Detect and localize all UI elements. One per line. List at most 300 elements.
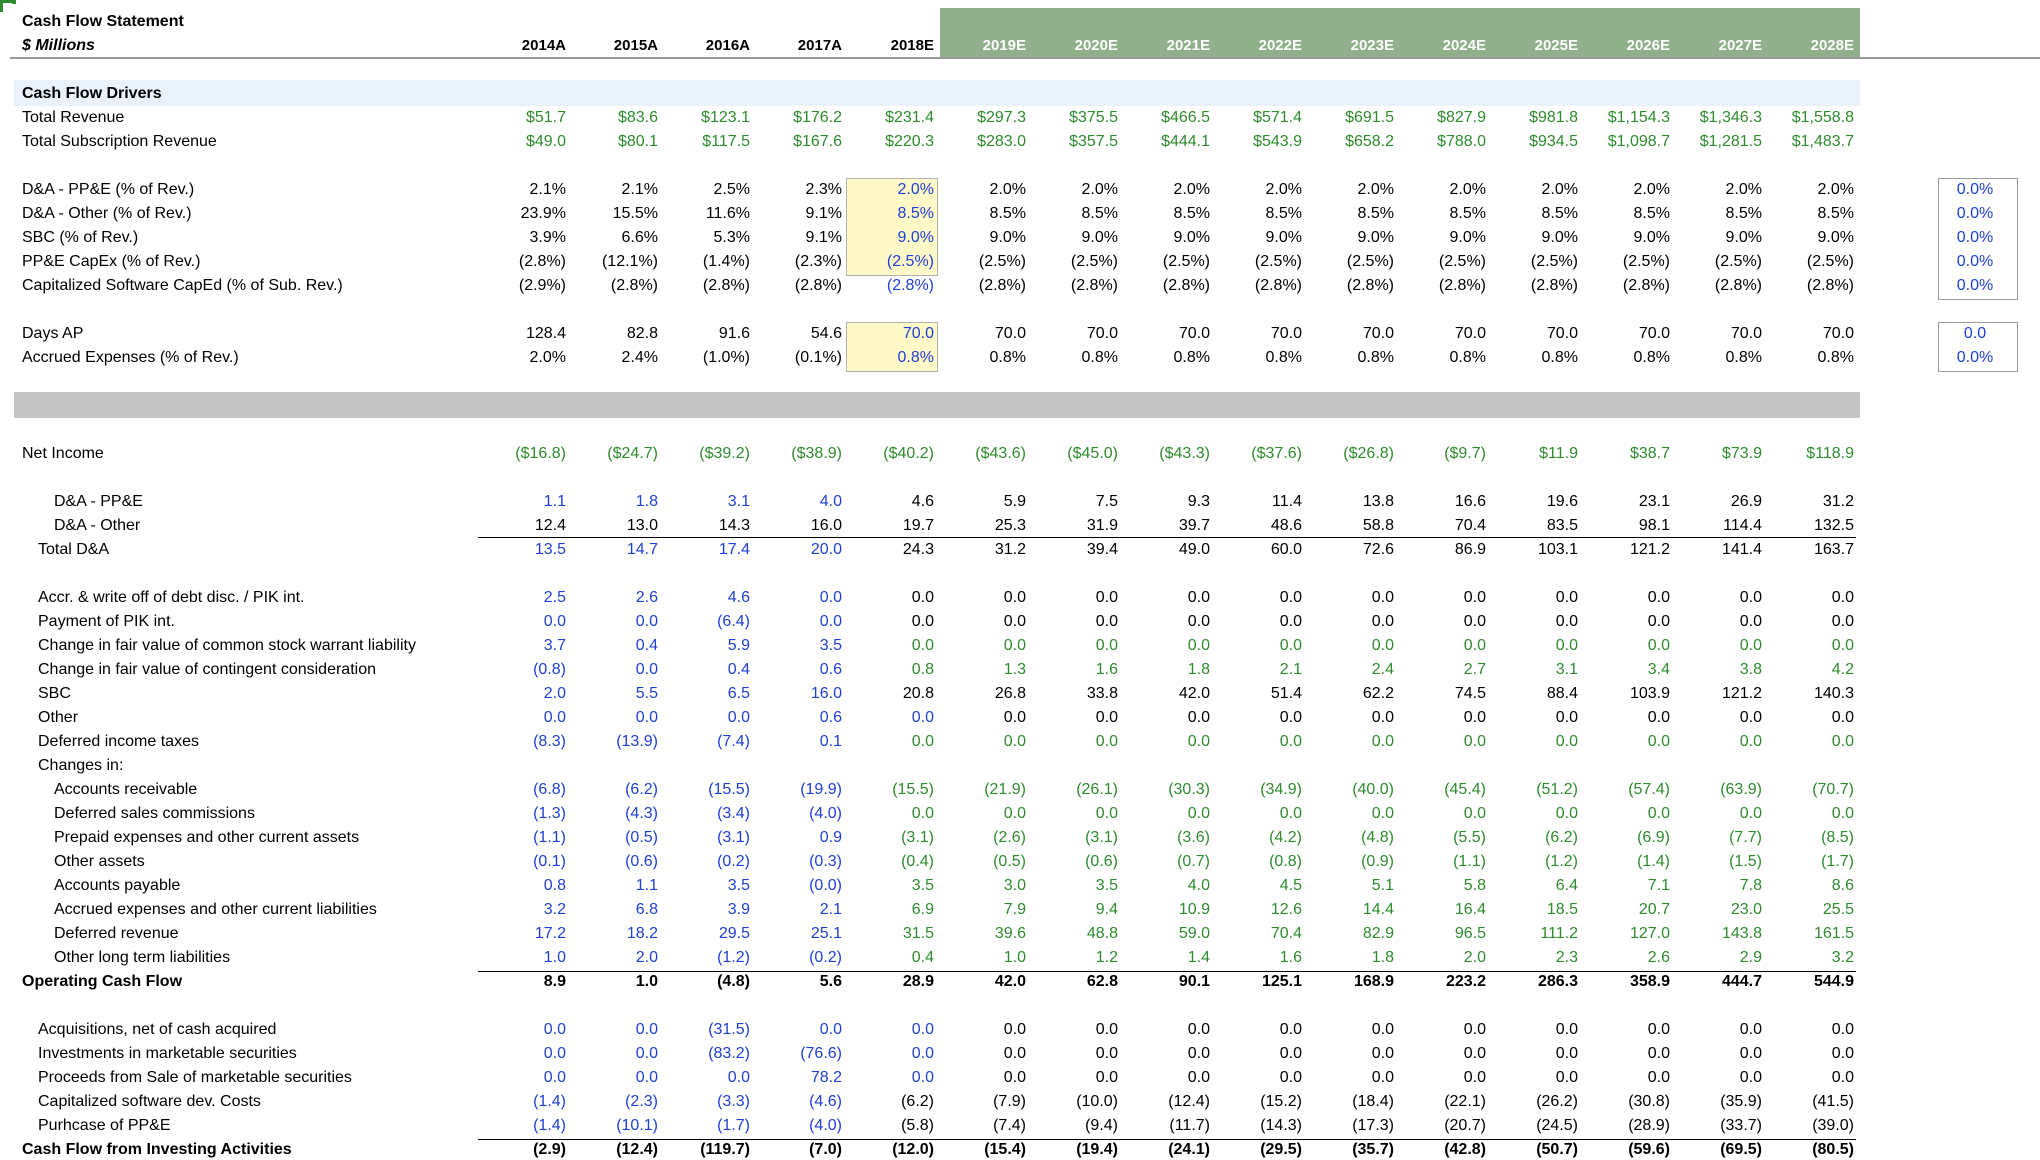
data-cell[interactable]: (15.5) xyxy=(708,781,750,798)
scenario-input-cell[interactable]: 0.0% xyxy=(1956,253,1994,270)
data-cell[interactable]: 8.5% xyxy=(1541,205,1578,222)
data-cell[interactable]: $51.7 xyxy=(525,109,566,126)
data-cell[interactable]: 70.0 xyxy=(902,325,934,342)
data-cell[interactable]: (21.9) xyxy=(984,781,1026,798)
data-cell[interactable]: 0.0 xyxy=(635,1021,658,1038)
data-cell[interactable]: 4.0 xyxy=(819,493,842,510)
data-cell[interactable]: (2.5%) xyxy=(1622,253,1670,270)
data-cell[interactable]: 78.2 xyxy=(810,1069,842,1086)
data-cell[interactable]: (2.5%) xyxy=(1714,253,1762,270)
data-cell[interactable]: $220.3 xyxy=(885,133,934,150)
data-cell[interactable]: 7.5 xyxy=(1095,493,1118,510)
data-cell[interactable]: 3.5 xyxy=(819,637,842,654)
data-cell[interactable]: 42.0 xyxy=(1178,685,1210,702)
data-cell[interactable]: 0.0 xyxy=(911,1021,934,1038)
data-cell[interactable]: 7.1 xyxy=(1647,877,1670,894)
data-cell[interactable]: (69.5) xyxy=(1720,1141,1762,1158)
selection-corner-icon[interactable] xyxy=(0,0,20,12)
data-cell[interactable]: $1,154.3 xyxy=(1607,109,1670,126)
data-cell[interactable]: 70.0 xyxy=(1638,325,1670,342)
data-cell[interactable]: 0.0 xyxy=(1463,709,1486,726)
data-cell[interactable]: 0.0 xyxy=(1003,1069,1026,1086)
data-cell[interactable]: (3.1) xyxy=(1085,829,1118,846)
data-cell[interactable]: (30.3) xyxy=(1168,781,1210,798)
data-cell[interactable]: 0.0 xyxy=(1739,733,1762,750)
data-cell[interactable]: (3.1) xyxy=(901,829,934,846)
data-cell[interactable]: ($16.8) xyxy=(515,445,566,462)
data-cell[interactable]: 39.7 xyxy=(1178,517,1210,534)
data-cell[interactable]: 444.7 xyxy=(1721,973,1762,990)
data-cell[interactable]: 26.8 xyxy=(994,685,1026,702)
data-cell[interactable]: 0.0 xyxy=(1187,1045,1210,1062)
data-cell[interactable]: 0.0 xyxy=(1279,637,1302,654)
data-cell[interactable]: 0.0 xyxy=(635,1069,658,1086)
data-cell[interactable]: (2.5%) xyxy=(1438,253,1486,270)
data-cell[interactable]: (4.0) xyxy=(809,805,842,822)
data-cell[interactable]: 0.0 xyxy=(1095,805,1118,822)
data-cell[interactable]: 0.0 xyxy=(727,709,750,726)
data-cell[interactable]: 70.0 xyxy=(1086,325,1118,342)
data-cell[interactable]: (19.4) xyxy=(1076,1141,1118,1158)
data-cell[interactable]: $118.9 xyxy=(1806,445,1854,462)
data-cell[interactable]: 0.0 xyxy=(1647,805,1670,822)
data-cell[interactable]: 3.5 xyxy=(911,877,934,894)
data-cell[interactable]: 1.3 xyxy=(1003,661,1026,678)
data-cell[interactable]: (2.8%) xyxy=(1254,277,1302,294)
data-cell[interactable]: 0.0 xyxy=(543,1069,566,1086)
data-cell[interactable]: 2.1 xyxy=(819,901,842,918)
data-cell[interactable]: 9.0% xyxy=(897,229,934,246)
scenario-input-cell[interactable]: 0.0% xyxy=(1956,205,1994,222)
data-cell[interactable]: (51.2) xyxy=(1536,781,1578,798)
data-cell[interactable]: 0.9 xyxy=(819,829,842,846)
data-cell[interactable]: 0.0 xyxy=(1371,805,1394,822)
data-cell[interactable]: (15.4) xyxy=(984,1141,1026,1158)
data-cell[interactable]: 5.9 xyxy=(727,637,750,654)
data-cell[interactable]: 0.8% xyxy=(1081,349,1118,366)
data-cell[interactable]: 2.1% xyxy=(621,181,658,198)
data-cell[interactable]: 13.5 xyxy=(534,541,566,558)
data-cell[interactable]: $297.3 xyxy=(977,109,1026,126)
data-cell[interactable]: 0.0 xyxy=(1095,637,1118,654)
data-cell[interactable]: (12.1%) xyxy=(601,253,658,270)
data-cell[interactable]: 15.5% xyxy=(612,205,658,222)
data-cell[interactable]: 0.0 xyxy=(635,661,658,678)
data-cell[interactable]: $1,558.8 xyxy=(1791,109,1854,126)
data-cell[interactable]: 132.5 xyxy=(1813,517,1854,534)
data-cell[interactable]: (6.4) xyxy=(717,613,750,630)
data-cell[interactable]: 2.0% xyxy=(1265,181,1302,198)
data-cell[interactable]: 0.0 xyxy=(1555,709,1578,726)
data-cell[interactable]: 82.8 xyxy=(626,325,658,342)
data-cell[interactable]: 0.0 xyxy=(1003,709,1026,726)
data-cell[interactable]: 103.9 xyxy=(1629,685,1670,702)
data-cell[interactable]: 163.7 xyxy=(1813,541,1854,558)
data-cell[interactable]: (2.8%) xyxy=(1714,277,1762,294)
scenario-input-cell[interactable]: 0.0% xyxy=(1956,229,1994,246)
data-cell[interactable]: 16.6 xyxy=(1454,493,1486,510)
data-cell[interactable]: 0.4 xyxy=(727,661,750,678)
data-cell[interactable]: 2.1 xyxy=(1279,661,1302,678)
data-cell[interactable]: 9.0% xyxy=(1449,229,1486,246)
data-cell[interactable]: 0.0 xyxy=(1371,733,1394,750)
data-cell[interactable]: 6.5 xyxy=(727,685,750,702)
data-cell[interactable]: 0.0 xyxy=(1279,805,1302,822)
data-cell[interactable]: (42.8) xyxy=(1444,1141,1486,1158)
data-cell[interactable]: (6.2) xyxy=(901,1093,934,1110)
data-cell[interactable]: ($45.0) xyxy=(1067,445,1118,462)
data-cell[interactable]: (1.4) xyxy=(533,1117,566,1134)
data-cell[interactable]: 0.0 xyxy=(1739,637,1762,654)
data-cell[interactable]: 8.5% xyxy=(897,205,934,222)
data-cell[interactable]: 103.1 xyxy=(1537,541,1578,558)
data-cell[interactable]: $1,098.7 xyxy=(1607,133,1670,150)
data-cell[interactable]: (2.5%) xyxy=(886,253,934,270)
data-cell[interactable]: 96.5 xyxy=(1454,925,1486,942)
data-cell[interactable]: $1,281.5 xyxy=(1699,133,1762,150)
data-cell[interactable]: 5.5 xyxy=(635,685,658,702)
data-cell[interactable]: 42.0 xyxy=(994,973,1026,990)
data-cell[interactable]: 39.4 xyxy=(1086,541,1118,558)
data-cell[interactable]: (11.7) xyxy=(1169,1117,1210,1134)
data-cell[interactable]: $543.9 xyxy=(1253,133,1302,150)
data-cell[interactable]: 9.0% xyxy=(1541,229,1578,246)
data-cell[interactable]: 14.7 xyxy=(626,541,658,558)
data-cell[interactable]: (119.7) xyxy=(700,1141,750,1158)
data-cell[interactable]: 9.0% xyxy=(989,229,1026,246)
data-cell[interactable]: 0.0 xyxy=(911,733,934,750)
data-cell[interactable]: (0.8) xyxy=(1269,853,1302,870)
data-cell[interactable]: 8.5% xyxy=(1449,205,1486,222)
data-cell[interactable]: 0.0 xyxy=(727,1069,750,1086)
data-cell[interactable]: (2.8%) xyxy=(610,277,658,294)
data-cell[interactable]: 14.3 xyxy=(718,517,750,534)
data-cell[interactable]: 9.0% xyxy=(1265,229,1302,246)
data-cell[interactable]: 5.1 xyxy=(1371,877,1394,894)
data-cell[interactable]: 19.6 xyxy=(1546,493,1578,510)
data-cell[interactable]: 62.2 xyxy=(1362,685,1394,702)
data-cell[interactable]: 0.0 xyxy=(1739,613,1762,630)
data-cell[interactable]: 0.0 xyxy=(1463,1021,1486,1038)
data-cell[interactable]: (35.7) xyxy=(1352,1141,1394,1158)
data-cell[interactable]: (0.0) xyxy=(809,877,842,894)
data-cell[interactable]: 62.8 xyxy=(1086,973,1118,990)
data-cell[interactable]: 70.0 xyxy=(994,325,1026,342)
data-cell[interactable]: 0.0 xyxy=(1187,733,1210,750)
data-cell[interactable]: 11.4 xyxy=(1272,493,1302,510)
data-cell[interactable]: 1.2 xyxy=(1095,949,1118,966)
data-cell[interactable]: 2.0% xyxy=(1817,181,1854,198)
data-cell[interactable]: 70.0 xyxy=(1362,325,1394,342)
data-cell[interactable]: 0.0 xyxy=(1003,613,1026,630)
data-cell[interactable]: 70.0 xyxy=(1454,325,1486,342)
data-cell[interactable]: (4.6) xyxy=(809,1093,842,1110)
data-cell[interactable]: 2.1% xyxy=(529,181,566,198)
data-cell[interactable]: 143.8 xyxy=(1721,925,1762,942)
data-cell[interactable]: $444.1 xyxy=(1161,133,1210,150)
data-cell[interactable]: 0.8% xyxy=(1449,349,1486,366)
data-cell[interactable]: 3.9% xyxy=(529,229,566,246)
data-cell[interactable]: 2.3% xyxy=(805,181,842,198)
data-cell[interactable]: 13.8 xyxy=(1362,493,1394,510)
data-cell[interactable]: 49.0 xyxy=(1178,541,1210,558)
data-cell[interactable]: 9.0% xyxy=(1817,229,1854,246)
data-cell[interactable]: 2.0 xyxy=(1463,949,1486,966)
data-cell[interactable]: (0.1) xyxy=(533,853,566,870)
data-cell[interactable]: 0.0 xyxy=(1831,805,1854,822)
data-cell[interactable]: (7.9) xyxy=(993,1093,1026,1110)
data-cell[interactable]: (2.8%) xyxy=(886,277,934,294)
data-cell[interactable]: 70.0 xyxy=(1178,325,1210,342)
data-cell[interactable]: (2.8%) xyxy=(1530,277,1578,294)
data-cell[interactable]: (17.3) xyxy=(1352,1117,1394,1134)
data-cell[interactable]: 125.1 xyxy=(1261,973,1302,990)
data-cell[interactable]: 0.0 xyxy=(1279,709,1302,726)
data-cell[interactable]: (1.3) xyxy=(533,805,566,822)
data-cell[interactable]: (1.2) xyxy=(1545,853,1578,870)
data-cell[interactable]: (2.8%) xyxy=(1622,277,1670,294)
data-cell[interactable]: $123.1 xyxy=(701,109,750,126)
data-cell[interactable]: 0.0 xyxy=(635,1045,658,1062)
data-cell[interactable]: 8.5% xyxy=(1173,205,1210,222)
data-cell[interactable]: ($26.8) xyxy=(1343,445,1394,462)
data-cell[interactable]: 0.0 xyxy=(1187,805,1210,822)
data-cell[interactable]: 0.0 xyxy=(1003,1021,1026,1038)
scenario-input-cell[interactable]: 0.0% xyxy=(1956,277,1994,294)
data-cell[interactable]: 0.0 xyxy=(1647,733,1670,750)
data-cell[interactable]: (19.9) xyxy=(800,781,842,798)
data-cell[interactable]: ($40.2) xyxy=(883,445,934,462)
data-cell[interactable]: 0.0 xyxy=(635,709,658,726)
data-cell[interactable]: (35.9) xyxy=(1720,1093,1762,1110)
data-cell[interactable]: 0.0 xyxy=(1647,613,1670,630)
data-cell[interactable]: 48.8 xyxy=(1086,925,1118,942)
data-cell[interactable]: 0.0 xyxy=(1739,1045,1762,1062)
data-cell[interactable]: 88.4 xyxy=(1546,685,1578,702)
data-cell[interactable]: $176.2 xyxy=(793,109,842,126)
data-cell[interactable]: (14.3) xyxy=(1260,1117,1302,1134)
data-cell[interactable]: (5.5) xyxy=(1453,829,1486,846)
data-cell[interactable]: 6.4 xyxy=(1555,877,1578,894)
data-cell[interactable]: 4.6 xyxy=(911,493,934,510)
data-cell[interactable]: 2.5% xyxy=(713,181,750,198)
data-cell[interactable]: $38.7 xyxy=(1629,445,1670,462)
data-cell[interactable]: (24.1) xyxy=(1168,1141,1210,1158)
data-cell[interactable]: (70.7) xyxy=(1812,781,1854,798)
data-cell[interactable]: 31.9 xyxy=(1086,517,1118,534)
data-cell[interactable]: 0.0 xyxy=(1279,613,1302,630)
data-cell[interactable]: (1.1) xyxy=(533,829,566,846)
data-cell[interactable]: 9.0% xyxy=(1081,229,1118,246)
data-cell[interactable]: 0.0 xyxy=(1831,709,1854,726)
data-cell[interactable]: (7.4) xyxy=(717,733,750,750)
data-cell[interactable]: 0.0 xyxy=(543,1045,566,1062)
data-cell[interactable]: 0.0 xyxy=(1463,733,1486,750)
data-cell[interactable]: $231.4 xyxy=(885,109,934,126)
data-cell[interactable]: (30.8) xyxy=(1628,1093,1670,1110)
data-cell[interactable]: 90.1 xyxy=(1178,973,1210,990)
data-cell[interactable]: 0.4 xyxy=(635,637,658,654)
data-cell[interactable]: ($38.9) xyxy=(791,445,842,462)
data-cell[interactable]: 7.8 xyxy=(1739,877,1762,894)
data-cell[interactable]: 8.5% xyxy=(1633,205,1670,222)
data-cell[interactable]: (0.8) xyxy=(533,661,566,678)
data-cell[interactable]: (4.3) xyxy=(625,805,658,822)
data-cell[interactable]: (83.2) xyxy=(708,1045,750,1062)
data-cell[interactable]: 0.0 xyxy=(1187,589,1210,606)
data-cell[interactable]: 128.4 xyxy=(525,325,566,342)
data-cell[interactable]: 0.0 xyxy=(1003,805,1026,822)
data-cell[interactable]: (31.5) xyxy=(708,1021,750,1038)
data-cell[interactable]: 0.0 xyxy=(1371,613,1394,630)
data-cell[interactable]: 0.0 xyxy=(1371,1045,1394,1062)
data-cell[interactable]: (1.5) xyxy=(1729,853,1762,870)
data-cell[interactable]: 5.9 xyxy=(1003,493,1026,510)
data-cell[interactable]: 0.0 xyxy=(1831,1021,1854,1038)
data-cell[interactable]: 70.4 xyxy=(1454,517,1486,534)
data-cell[interactable]: 0.0 xyxy=(1463,637,1486,654)
data-cell[interactable]: 0.0 xyxy=(1279,733,1302,750)
data-cell[interactable]: 0.0 xyxy=(635,613,658,630)
data-cell[interactable]: (45.4) xyxy=(1444,781,1486,798)
data-cell[interactable]: 0.0 xyxy=(1739,589,1762,606)
data-cell[interactable]: 72.6 xyxy=(1362,541,1394,558)
data-cell[interactable]: 60.0 xyxy=(1270,541,1302,558)
data-cell[interactable]: (6.8) xyxy=(533,781,566,798)
data-cell[interactable]: $357.5 xyxy=(1069,133,1118,150)
data-cell[interactable]: ($37.6) xyxy=(1251,445,1302,462)
data-cell[interactable]: 0.0 xyxy=(1555,733,1578,750)
data-cell[interactable]: $83.6 xyxy=(617,109,658,126)
data-cell[interactable]: 0.0 xyxy=(1739,1069,1762,1086)
data-cell[interactable]: (0.2) xyxy=(717,853,750,870)
data-cell[interactable]: 9.4 xyxy=(1095,901,1118,918)
data-cell[interactable]: (2.6) xyxy=(993,829,1026,846)
data-cell[interactable]: 2.6 xyxy=(635,589,658,606)
data-cell[interactable]: ($39.2) xyxy=(699,445,750,462)
data-cell[interactable]: (0.2) xyxy=(809,949,842,966)
data-cell[interactable]: 0.0 xyxy=(1095,1021,1118,1038)
data-cell[interactable]: 0.0 xyxy=(1647,1069,1670,1086)
data-cell[interactable]: $466.5 xyxy=(1161,109,1210,126)
data-cell[interactable]: (3.3) xyxy=(717,1093,750,1110)
data-cell[interactable]: 13.0 xyxy=(626,517,658,534)
data-cell[interactable]: (33.7) xyxy=(1720,1117,1762,1134)
data-cell[interactable]: (34.9) xyxy=(1260,781,1302,798)
data-cell[interactable]: 1.8 xyxy=(1371,949,1394,966)
data-cell[interactable]: 0.0 xyxy=(1831,1069,1854,1086)
data-cell[interactable]: 12.4 xyxy=(534,517,566,534)
data-cell[interactable]: 14.4 xyxy=(1362,901,1394,918)
data-cell[interactable]: 20.7 xyxy=(1638,901,1670,918)
data-cell[interactable]: 2.0% xyxy=(1725,181,1762,198)
data-cell[interactable]: 0.0 xyxy=(1279,1045,1302,1062)
data-cell[interactable]: 2.4 xyxy=(1371,661,1394,678)
scenario-input-cell[interactable]: 0.0% xyxy=(1956,349,1994,366)
data-cell[interactable]: 5.8 xyxy=(1463,877,1486,894)
data-cell[interactable]: 121.2 xyxy=(1629,541,1670,558)
data-cell[interactable]: (12.4) xyxy=(616,1141,658,1158)
data-cell[interactable]: $283.0 xyxy=(977,133,1026,150)
data-cell[interactable]: 54.6 xyxy=(810,325,842,342)
data-cell[interactable]: 23.0 xyxy=(1730,901,1762,918)
data-cell[interactable]: 4.5 xyxy=(1279,877,1302,894)
data-cell[interactable]: (2.8%) xyxy=(1438,277,1486,294)
data-cell[interactable]: 544.9 xyxy=(1813,973,1854,990)
data-cell[interactable]: 0.8 xyxy=(543,877,566,894)
data-cell[interactable]: 1.4 xyxy=(1187,949,1210,966)
data-cell[interactable]: 0.8% xyxy=(1357,349,1394,366)
data-cell[interactable]: 0.8% xyxy=(1541,349,1578,366)
data-cell[interactable]: (1.7) xyxy=(1821,853,1854,870)
data-cell[interactable]: 3.9 xyxy=(727,901,750,918)
data-cell[interactable]: 7.9 xyxy=(1003,901,1026,918)
data-cell[interactable]: 0.0 xyxy=(1463,805,1486,822)
data-cell[interactable]: 8.5% xyxy=(1081,205,1118,222)
data-cell[interactable]: (1.7) xyxy=(717,1117,750,1134)
data-cell[interactable]: 0.0 xyxy=(1003,733,1026,750)
data-cell[interactable]: 0.0 xyxy=(1555,637,1578,654)
data-cell[interactable]: 25.5 xyxy=(1822,901,1854,918)
data-cell[interactable]: 48.6 xyxy=(1270,517,1302,534)
data-cell[interactable]: (0.1%) xyxy=(794,349,842,366)
data-cell[interactable]: 25.3 xyxy=(994,517,1026,534)
data-cell[interactable]: (2.8%) xyxy=(702,277,750,294)
data-cell[interactable]: 0.0 xyxy=(911,709,934,726)
scenario-input-cell[interactable]: 0.0% xyxy=(1956,181,1994,198)
data-cell[interactable]: 6.8 xyxy=(635,901,658,918)
data-cell[interactable]: 286.3 xyxy=(1537,973,1578,990)
data-cell[interactable]: 10.9 xyxy=(1178,901,1210,918)
data-cell[interactable]: 0.0 xyxy=(911,637,934,654)
data-cell[interactable]: 6.9 xyxy=(911,901,934,918)
data-cell[interactable]: (1.4) xyxy=(533,1093,566,1110)
data-cell[interactable]: 39.6 xyxy=(994,925,1026,942)
data-cell[interactable]: 1.8 xyxy=(1187,661,1210,678)
data-cell[interactable]: 0.0 xyxy=(1279,1069,1302,1086)
data-cell[interactable]: (18.4) xyxy=(1352,1093,1394,1110)
data-cell[interactable]: 3.7 xyxy=(543,637,566,654)
data-cell[interactable]: 2.0% xyxy=(1633,181,1670,198)
data-cell[interactable]: 2.5 xyxy=(543,589,566,606)
data-cell[interactable]: (2.3) xyxy=(625,1093,658,1110)
data-cell[interactable]: 25.1 xyxy=(810,925,842,942)
data-cell[interactable]: (1.0%) xyxy=(702,349,750,366)
data-cell[interactable]: 121.2 xyxy=(1721,685,1762,702)
data-cell[interactable]: 0.0 xyxy=(1095,613,1118,630)
data-cell[interactable]: (2.5%) xyxy=(1162,253,1210,270)
data-cell[interactable]: 1.6 xyxy=(1279,949,1302,966)
data-cell[interactable]: 16.4 xyxy=(1454,901,1486,918)
data-cell[interactable]: 70.0 xyxy=(1822,325,1854,342)
data-cell[interactable]: 91.6 xyxy=(718,325,750,342)
data-cell[interactable]: (4.8) xyxy=(717,973,750,990)
data-cell[interactable]: 82.9 xyxy=(1362,925,1394,942)
data-cell[interactable]: $167.6 xyxy=(793,133,842,150)
data-cell[interactable]: 0.8% xyxy=(1725,349,1762,366)
data-cell[interactable]: ($43.3) xyxy=(1159,445,1210,462)
data-cell[interactable]: 9.0% xyxy=(1633,229,1670,246)
data-cell[interactable]: (2.5%) xyxy=(1806,253,1854,270)
data-cell[interactable]: 0.0 xyxy=(1371,637,1394,654)
data-cell[interactable]: 0.0 xyxy=(1371,1069,1394,1086)
data-cell[interactable]: 0.0 xyxy=(1371,589,1394,606)
data-cell[interactable]: (6.2) xyxy=(625,781,658,798)
data-cell[interactable]: 168.9 xyxy=(1353,973,1394,990)
data-cell[interactable]: 2.0% xyxy=(897,181,934,198)
data-cell[interactable]: (50.7) xyxy=(1536,1141,1578,1158)
data-cell[interactable]: 0.0 xyxy=(1831,1045,1854,1062)
